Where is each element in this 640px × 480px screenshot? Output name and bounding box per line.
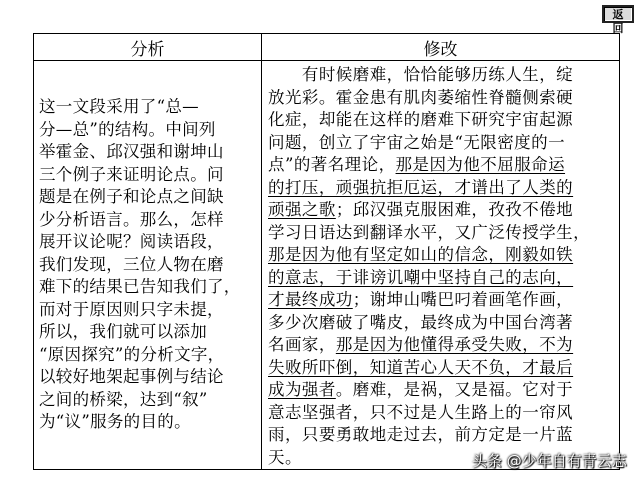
watermark: 头条 @少年自有青云志	[472, 452, 627, 470]
revision-segment-underlined: 那是因为他懂得承受失败，不为 失败所吓倒，知道苦心人天不负，才最后 成为强者	[268, 335, 574, 399]
analysis-revision-table	[33, 33, 620, 470]
revision-header: 修改	[262, 34, 620, 61]
revision-segment-plain: 。磨难，是祸，又是福。它对于 意志坚强者，只不过是人生路上的一帘风 雨，只要勇敢地走过去，前方定是一片蓝 天。	[268, 380, 574, 467]
revision-segment-underlined: 那是因为他不屈服命运 的打压，顽强抗拒厄运，才谱出了人类的 顽强之歌	[268, 155, 574, 219]
back-button[interactable]: 返回	[602, 5, 634, 23]
analysis-text: 这一文段采用了“总— 分—总”的结构。中间列 举霍金、邱汉强和谢坤山 三个例子来证明论点。问 题是在例子和论点之间缺 少分析语言。那么，怎样 展开议论呢？阅读语段， 我们发现，三位人物在磨 难下的结果已告知我们了， 而对于原因则只字未提， 所以，我们就可以添加 “原因探究”的分析文字， 以较好地架起事例与结论 之间的桥梁，达到“叙” 为“议”服务的目的。	[39, 97, 241, 431]
analysis-header: 分析	[34, 34, 262, 61]
revision-segment-plain: 有时候磨难，恰恰能够历练人生，绽 放光彩。霍金患有肌肉萎缩性脊髓侧索硬 化症，却能在这样的磨难下研究宇宙起源 问题，创立了宇宙之始是“无限密度的一 点”的著名理论，	[268, 65, 574, 174]
revision-segment-underlined: 那是因为他有坚定如山的信念，刚毅如铁 的意志，于诽谤讥嘲中坚持自己的志向， 才最终成功	[268, 245, 574, 309]
revision-cell	[262, 61, 620, 470]
analysis-cell	[34, 61, 262, 470]
revision-segment-plain: ；邱汉强克服困难，孜孜不倦地 学习日语达到翻译水平，又广泛传授学生，	[268, 200, 591, 242]
revision-text	[262, 61, 619, 469]
table-body-row	[34, 61, 620, 470]
table-header-row	[34, 34, 620, 61]
revision-segment-plain: ；谢坤山嘴巴叼着画笔作画， 多少次磨破了嘴皮，最终成为中国台湾著 名画家，	[268, 290, 574, 354]
